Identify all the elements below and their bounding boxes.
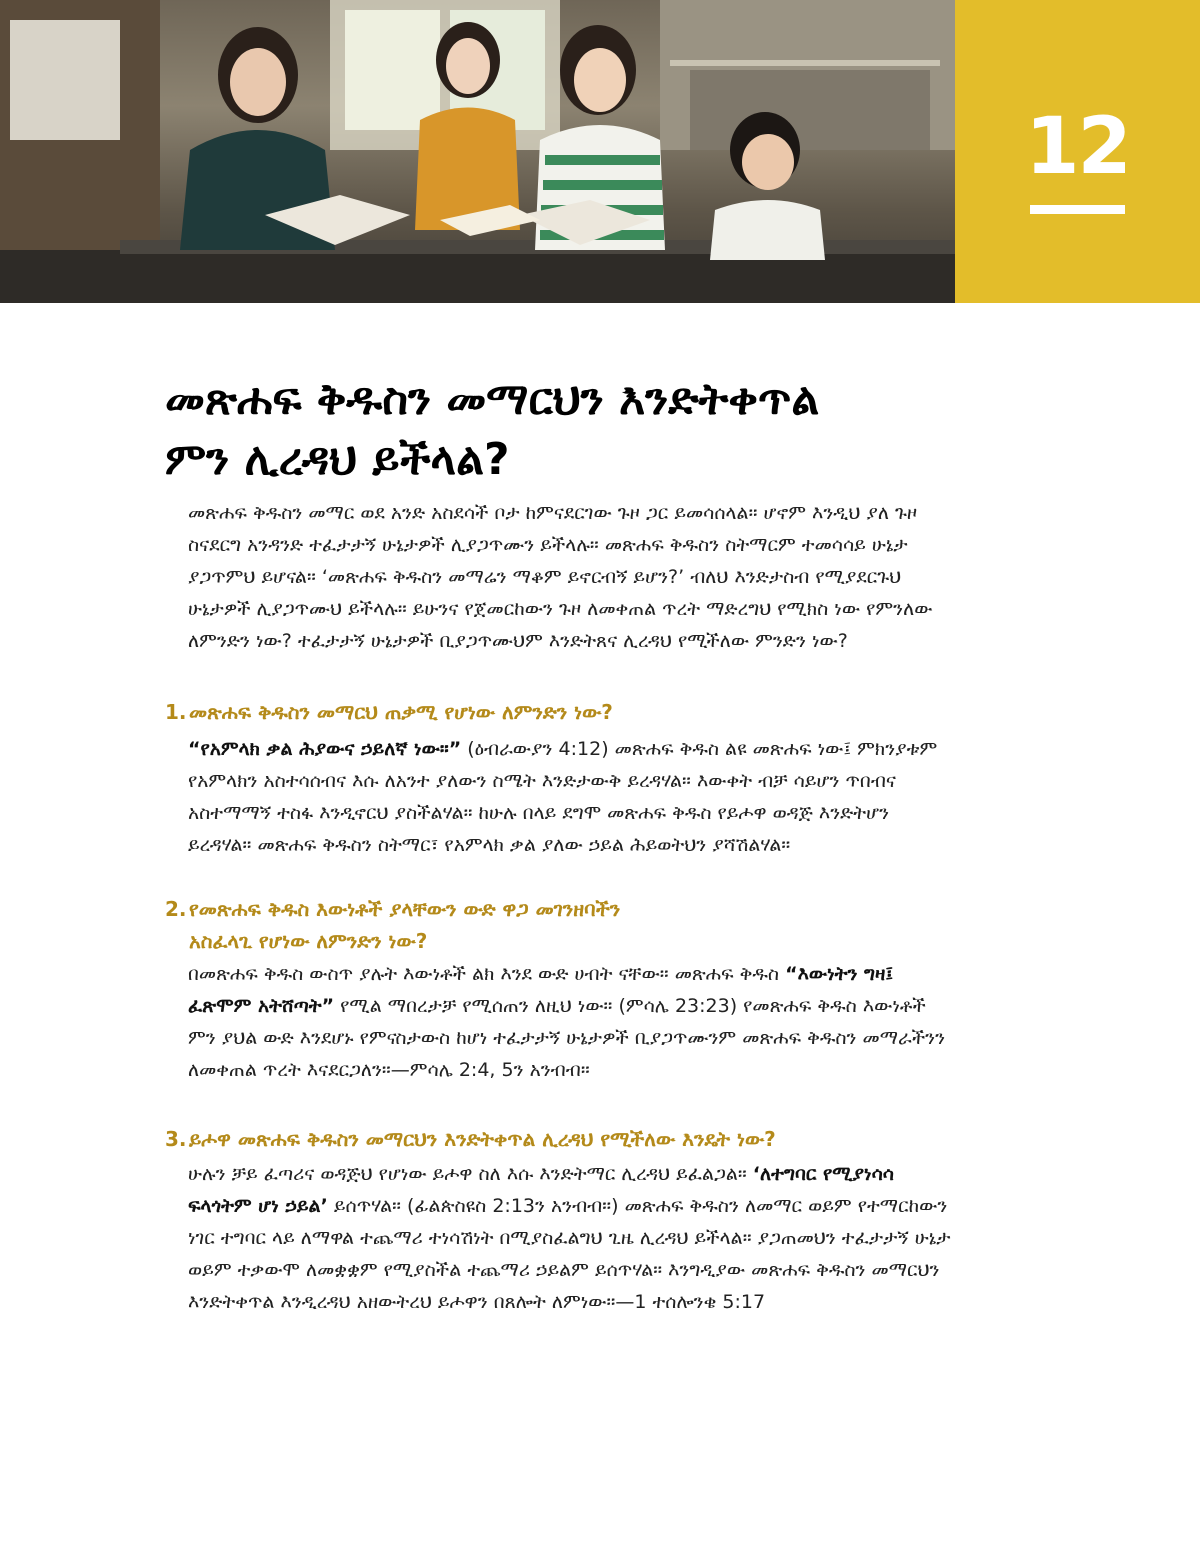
title-line-2: ምን ሊረዳህ ይችላል? — [165, 434, 510, 485]
page-title — [165, 370, 965, 490]
section-3-answer-pre: ሁሉን ቻይ ፈጣሪና ወዳጅህ የሆነው ይሖዋ ስለ እሱ እንድትማር ሊረዳህ ይፈልጋል። — [188, 1163, 753, 1185]
lesson-number-box — [955, 0, 1200, 303]
section-2-bold-quote: “እውነትን ግዛ፤ ፈጽሞም አትሸጣት” — [188, 963, 894, 1017]
lesson-number: 12 — [1025, 102, 1130, 192]
section-1-answer — [188, 733, 953, 861]
section-2-question-line2: አስፈላጊ የሆነው ለምንድን ነው? — [189, 929, 428, 953]
lesson-number-underline — [1030, 205, 1125, 214]
section-2-number: 2. — [165, 897, 187, 921]
section-2-question — [165, 893, 965, 957]
section-3-bold-quote: ‘ለተግባር የሚያነሳሳ ፍላጎትም ሆነ ኃይል’ — [188, 1163, 894, 1217]
section-3-question — [165, 1123, 965, 1155]
section-2-answer-pre: በመጽሐፍ ቅዱስ ውስጥ ያሉት እውነቶች ልክ እንደ ውድ ሀብት ናቸው። መጽሐፍ ቅዱስ — [188, 963, 786, 985]
section-2-question-text: የመጽሐፍ ቅዱስ እውነቶች ያላቸውን ውድ ዋጋ መገንዘባችን — [189, 897, 621, 921]
section-1-question-text: መጽሐፍ ቅዱስን መማርህ ጠቃሚ የሆነው ለምንድን ነው? — [189, 700, 613, 724]
section-2-answer — [188, 958, 953, 1086]
section-3-number: 3. — [165, 1127, 187, 1151]
header-photo — [0, 0, 955, 303]
section-3-answer — [188, 1158, 953, 1318]
intro-paragraph: መጽሐፍ ቅዱስን መማር ወደ አንድ አስደሳች ቦታ ከምናደርገው ጉዞ ጋር ይመሳሰላል። ሆኖም እንዲህ ያለ ጉዞ ስናደርግ አንዳንድ ተፈታታኝ ሁኔታዎች ሊያጋጥሙን ይችላሉ። መጽሐፍ ቅዱስን ስትማርም ተመሳሳይ ሁኔታ ያጋጥምህ ይሆናል። ‘መጽሐፍ ቅዱስን መማሬን ማቆም ይኖርብኝ ይሆን?’ ብለህ እንድታስብ የሚያደርጉህ ሁኔታዎች ሊያጋጥሙህ ይችላሉ። ይሁንና የጀመርከውን ጉዞ ለመቀጠል ጥረት ማድረግህ የሚክስ ነው የምንለው ለምንድን ነው? ተፈታታኝ ሁኔታዎች ቢያጋጥሙህም እንድትጸና ሊረዳህ የሚችለው ምንድን ነው? — [188, 502, 933, 652]
section-3-question-text: ይሖዋ መጽሐፍ ቅዱስን መማርህን እንድትቀጥል ሊረዳህ የሚችለው እንዴት ነው? — [189, 1127, 776, 1151]
section-1-number: 1. — [165, 700, 187, 724]
section-3-answer-post: ይሰጥሃል። (ፊልጵስዩስ 2:13ን አንብብ።) መጽሐፍ ቅዱስን ለመማር ወይም የተማርከውን ነገር ተግባር ላይ ለማዋል ተጨማሪ ተነሳሽነት በሚያስፈልግህ ጊዜ ሊረዳህ ይችላል። ያጋጠመህን ተፈታታኝ ሁኔታ ወይም ተቃውሞ ለመቋቋም የሚያስችል ተጨማሪ ኃይልም ይሰጥሃል። እንግዲያው መጽሐፍ ቅዱስን መማርህን እንድትቀጥል እንዲረዳህ አዘውትረህ ይሖዋን በጸሎት ለምነው።—1 ተሰሎንቄ 5:17 — [188, 1195, 951, 1313]
section-1-question — [165, 696, 965, 728]
section-1-answer-text: (ዕብራውያን 4:12) መጽሐፍ ቅዱስ ልዩ መጽሐፍ ነው፤ ምክንያቱም የአምላክን አስተሳሰብና እሱ ለአንተ ያለውን ስሜት እንድታውቅ ይረዳሃል። እውቀት ብቻ ሳይሆን ጥበብና አስተማማኝ ተስፋ እንዲኖርህ ያስችልሃል። ከሁሉ በላይ ደግሞ መጽሐፍ ቅዱስ የይሖዋ ወዳጅ እንድትሆን ይረዳሃል። መጽሐፍ ቅዱስን ስትማር፣ የአምላክ ቃል ያለው ኃይል ሕይወትህን ያሻሽልሃል። — [188, 738, 938, 856]
section-2-answer-post: የሚል ማበረታቻ የሚሰጠን ለዚህ ነው። (ምሳሌ 23:23) የመጽሐፍ ቅዱስ እውነቶች ምን ያህል ውድ እንደሆኑ የምናስታውስ ከሆነ ተፈታታኝ ሁኔታዎች ቢያጋጥሙንም መጽሐፍ ቅዱስን መማራችንን ለመቀጠል ጥረት እናደርጋለን።—ምሳሌ 2:4, 5ን አንብብ። — [188, 995, 946, 1081]
family-bible-study-photo — [0, 0, 955, 303]
title-line-1: መጽሐፍ ቅዱስን መማርህን እንድትቀጥል — [165, 374, 820, 425]
section-1-bold-quote: “የአምላክ ቃል ሕያውና ኃይለኛ ነው።” — [188, 738, 462, 760]
